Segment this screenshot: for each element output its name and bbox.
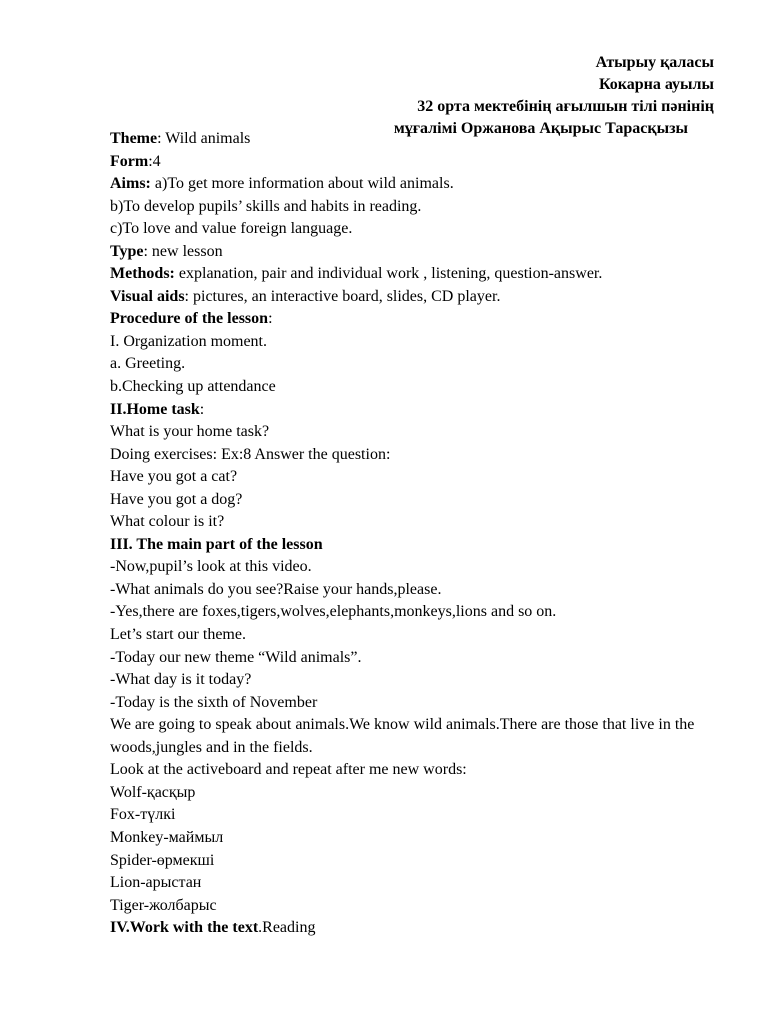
home-task-question-5: What colour is it? (110, 513, 225, 531)
vocab-word: Wolf-қасқыр (110, 783, 196, 801)
main-part-heading: III. The main part of the lesson (110, 535, 323, 553)
home-task-question-3: Have you got a cat? (110, 468, 238, 486)
main-part-line-9: Look at the activeboard and repeat after me new words: (110, 761, 467, 779)
main-part-line-3: -Yes,there are foxes,tigers,wolves,elephants,monkeys,lions and so on. (110, 603, 557, 621)
home-task-label: II.Home task (110, 400, 200, 418)
main-part-line-2: -What animals do you see?Raise your hands,please. (110, 580, 442, 598)
work-with-text-line (110, 917, 720, 940)
home-task-question-1: What is your home task? (110, 423, 270, 441)
type-label: Type (110, 242, 144, 260)
aim-c: c)To love and value foreign language. (110, 220, 353, 238)
lesson-plan-body (110, 128, 720, 940)
greeting: a. Greeting. (110, 355, 186, 373)
form-value: :4 (148, 152, 161, 170)
methods-line (110, 263, 720, 286)
checking-attendance: b.Checking up attendance (110, 378, 276, 396)
vocab-word: Monkey-маймыл (110, 828, 224, 846)
home-task-question-2: Doing exercises: Ex:8 Answer the question: (110, 445, 391, 463)
type-value: : new lesson (143, 242, 223, 260)
visual-aids-value: : pictures, an interactive board, slides, CD player. (184, 287, 501, 305)
theme-value: : Wild animals (157, 130, 251, 147)
header-village: Кокарна ауылы (598, 76, 714, 93)
aims-line (110, 173, 720, 196)
aim-b: b)To develop pupils’ skills and habits in reading. (110, 197, 422, 215)
organization-moment: I. Organization moment. (110, 332, 267, 350)
type-line (110, 241, 720, 264)
vocab-word: Tiger-жолбарыс (110, 896, 217, 914)
main-part-line-1: -Now,pupil’s look at this video. (110, 558, 312, 576)
home-task-value: : (199, 400, 205, 418)
form-line (110, 151, 720, 174)
procedure-value: : (268, 310, 273, 328)
main-part-line-5: -Today our new theme “Wild animals”. (110, 648, 362, 666)
theme-line (110, 128, 720, 151)
visual-aids-line (110, 286, 720, 309)
vocab-word: Lion-арыстан (110, 874, 202, 892)
methods-value: explanation, pair and individual work , listening, question-answer. (174, 265, 603, 283)
form-label: Form (110, 152, 149, 170)
methods-label: Methods: (110, 265, 175, 283)
header-teacher: мұғалімі Оржанова Ақырыс Тарасқызы (393, 120, 688, 137)
home-task-question-4: Have you got a dog? (110, 490, 243, 508)
main-part-line-7: -Today is the sixth of November (110, 693, 318, 711)
main-part-line-6: -What day is it today? (110, 671, 252, 689)
vocab-word: Fox-түлкі (110, 806, 176, 824)
visual-aids-label: Visual aids (110, 287, 185, 305)
aims-label: Aims: (110, 175, 151, 193)
header-city: Атырыу қаласы (595, 54, 714, 71)
vocab-word: Spider-өрмекші (110, 851, 215, 869)
document-header (114, 52, 714, 140)
main-part-paragraph: We are going to speak about animals.We know wild animals.There are those that live in the woods,jungles and in the fields. (110, 716, 695, 756)
header-school: 32 орта мектебінің ағылшын тілі пәнінің (417, 98, 714, 115)
procedure-label: Procedure of the lesson (110, 310, 269, 328)
theme-label: Theme (110, 130, 158, 147)
aims-value: a)To get more information about wild animals. (150, 175, 454, 193)
work-with-text-value: .Reading (258, 919, 316, 937)
work-with-text-label: IV.Work with the text (110, 919, 259, 937)
main-part-line-4: Let’s start our theme. (110, 626, 246, 644)
home-task-line (110, 399, 720, 422)
procedure-line (110, 308, 720, 331)
